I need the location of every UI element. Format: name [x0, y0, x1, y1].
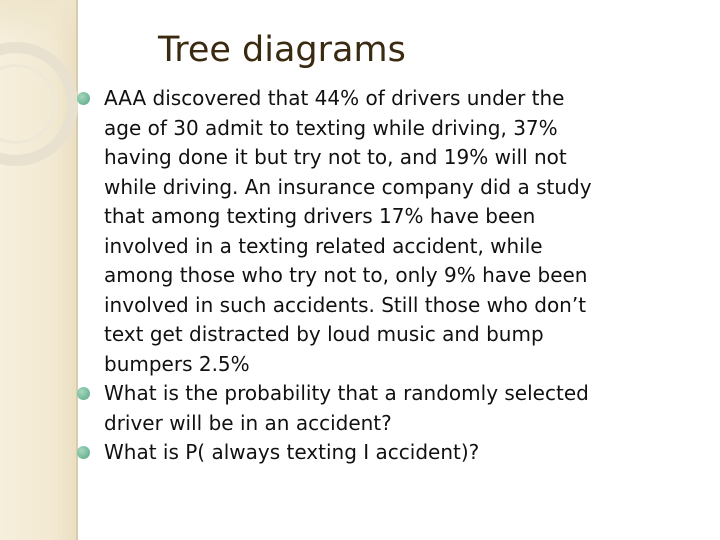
bullet-item-scenario [70, 84, 670, 379]
bullet-item-question-probability [70, 379, 670, 438]
bullet-line: age of 30 admit to texting while driving, 37% [104, 115, 558, 140]
bullet-line: What is P( always texting I accident)? [104, 440, 480, 464]
bullet-line: bumpers 2.5% [104, 351, 250, 376]
bullet-line: while driving. An insurance company did a study [104, 174, 592, 199]
bullet-line: involved in a texting related accident, while [104, 233, 543, 258]
decorative-top-band [0, 0, 76, 40]
slide-title: Tree diagrams [158, 30, 406, 70]
bullet-dot-icon [77, 92, 90, 105]
bullet-list [70, 84, 670, 468]
bullet-dot-icon [77, 387, 90, 400]
bullet-line: driver will be in an accident? [104, 410, 392, 435]
bullet-item-question-conditional [70, 438, 670, 468]
bullet-line: text get distracted by loud music and bump [104, 322, 544, 346]
bullet-line: that among texting drivers 17% have been [104, 204, 536, 228]
bullet-dot-icon [77, 446, 90, 459]
bullet-line: AAA discovered that 44% of drivers under the [104, 86, 565, 110]
bullet-line: involved in such accidents. Still those who don’t [104, 292, 587, 317]
bullet-line: having done it but try not to, and 19% will not [104, 145, 567, 169]
bullet-line: What is the probability that a randomly selected [104, 381, 589, 405]
bullet-line: among those who try not to, only 9% have been [104, 263, 588, 287]
